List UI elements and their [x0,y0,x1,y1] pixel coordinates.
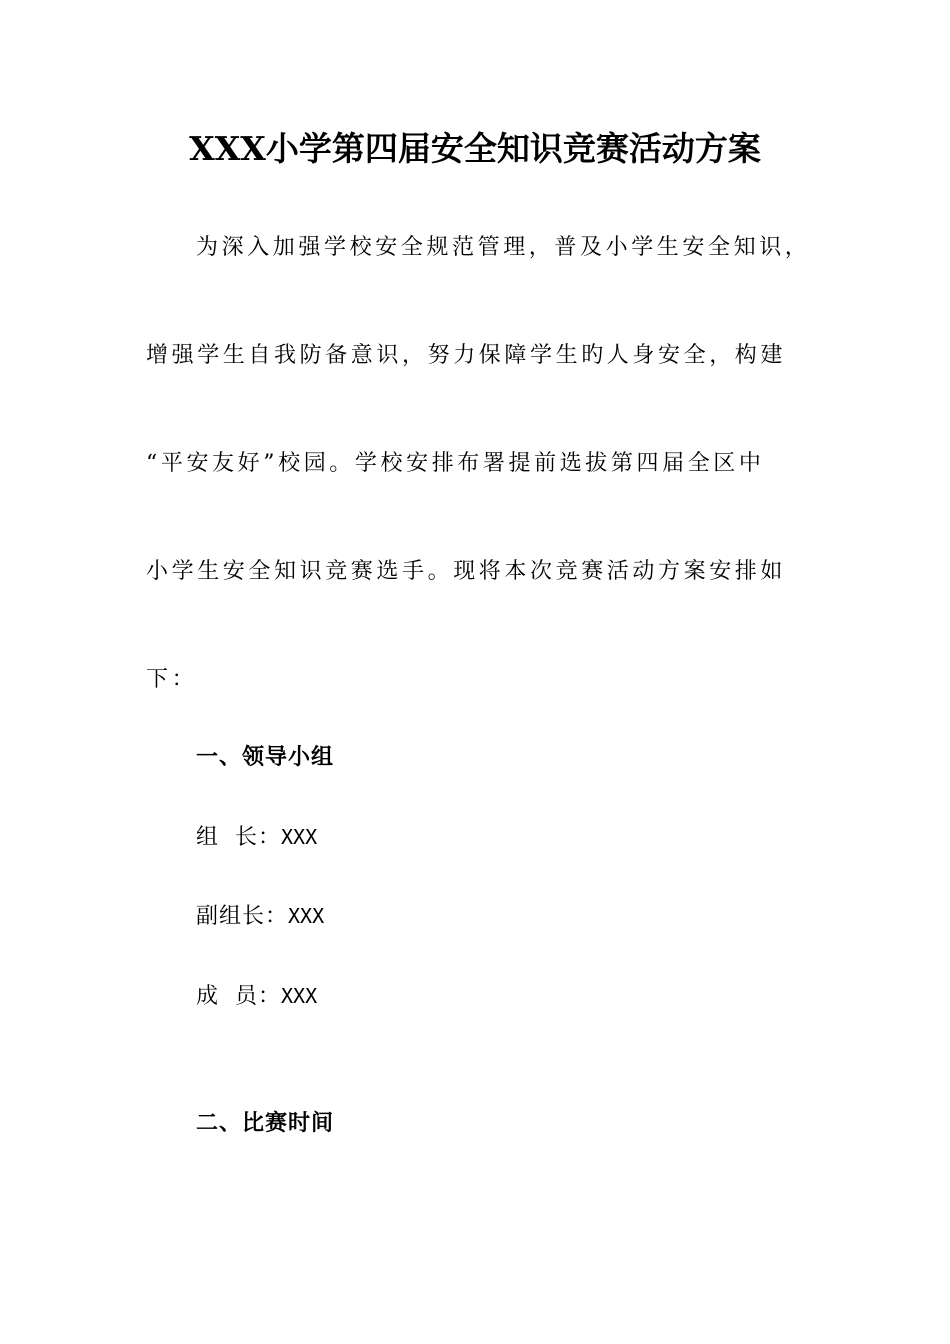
member-role: 成 员： [196,984,281,1009]
member-role: 副组长： [196,904,289,929]
intro-line-2: 增强学生自我防备意识，努力保障学生旳人身安全，构建 [146,343,787,368]
member-name: XXX [281,825,318,849]
intro-line-4: 小学生安全知识竞赛选手。现将本次竞赛活动方案安排如 [146,559,787,584]
document-title: XXX小学第四届安全知识竞赛活动方案 [189,129,761,168]
member-name: XXX [288,904,325,928]
member-role: 组 长： [196,825,281,850]
member-row-members [196,981,317,1012]
intro-line-1: 为深入加强学校安全规范管理，普及小学生安全知识， [196,235,811,260]
member-row-leader [196,822,317,853]
intro-line-3: “平安友好”校园。学校安排布署提前选拔第四届全区中 [146,451,765,476]
section-heading-time: 二、比赛时间 [196,1111,335,1136]
member-name: XXX [281,984,318,1008]
member-row-deputy [196,901,324,932]
section-heading-leadership: 一、领导小组 [196,745,335,770]
intro-line-5: 下： [146,667,198,692]
